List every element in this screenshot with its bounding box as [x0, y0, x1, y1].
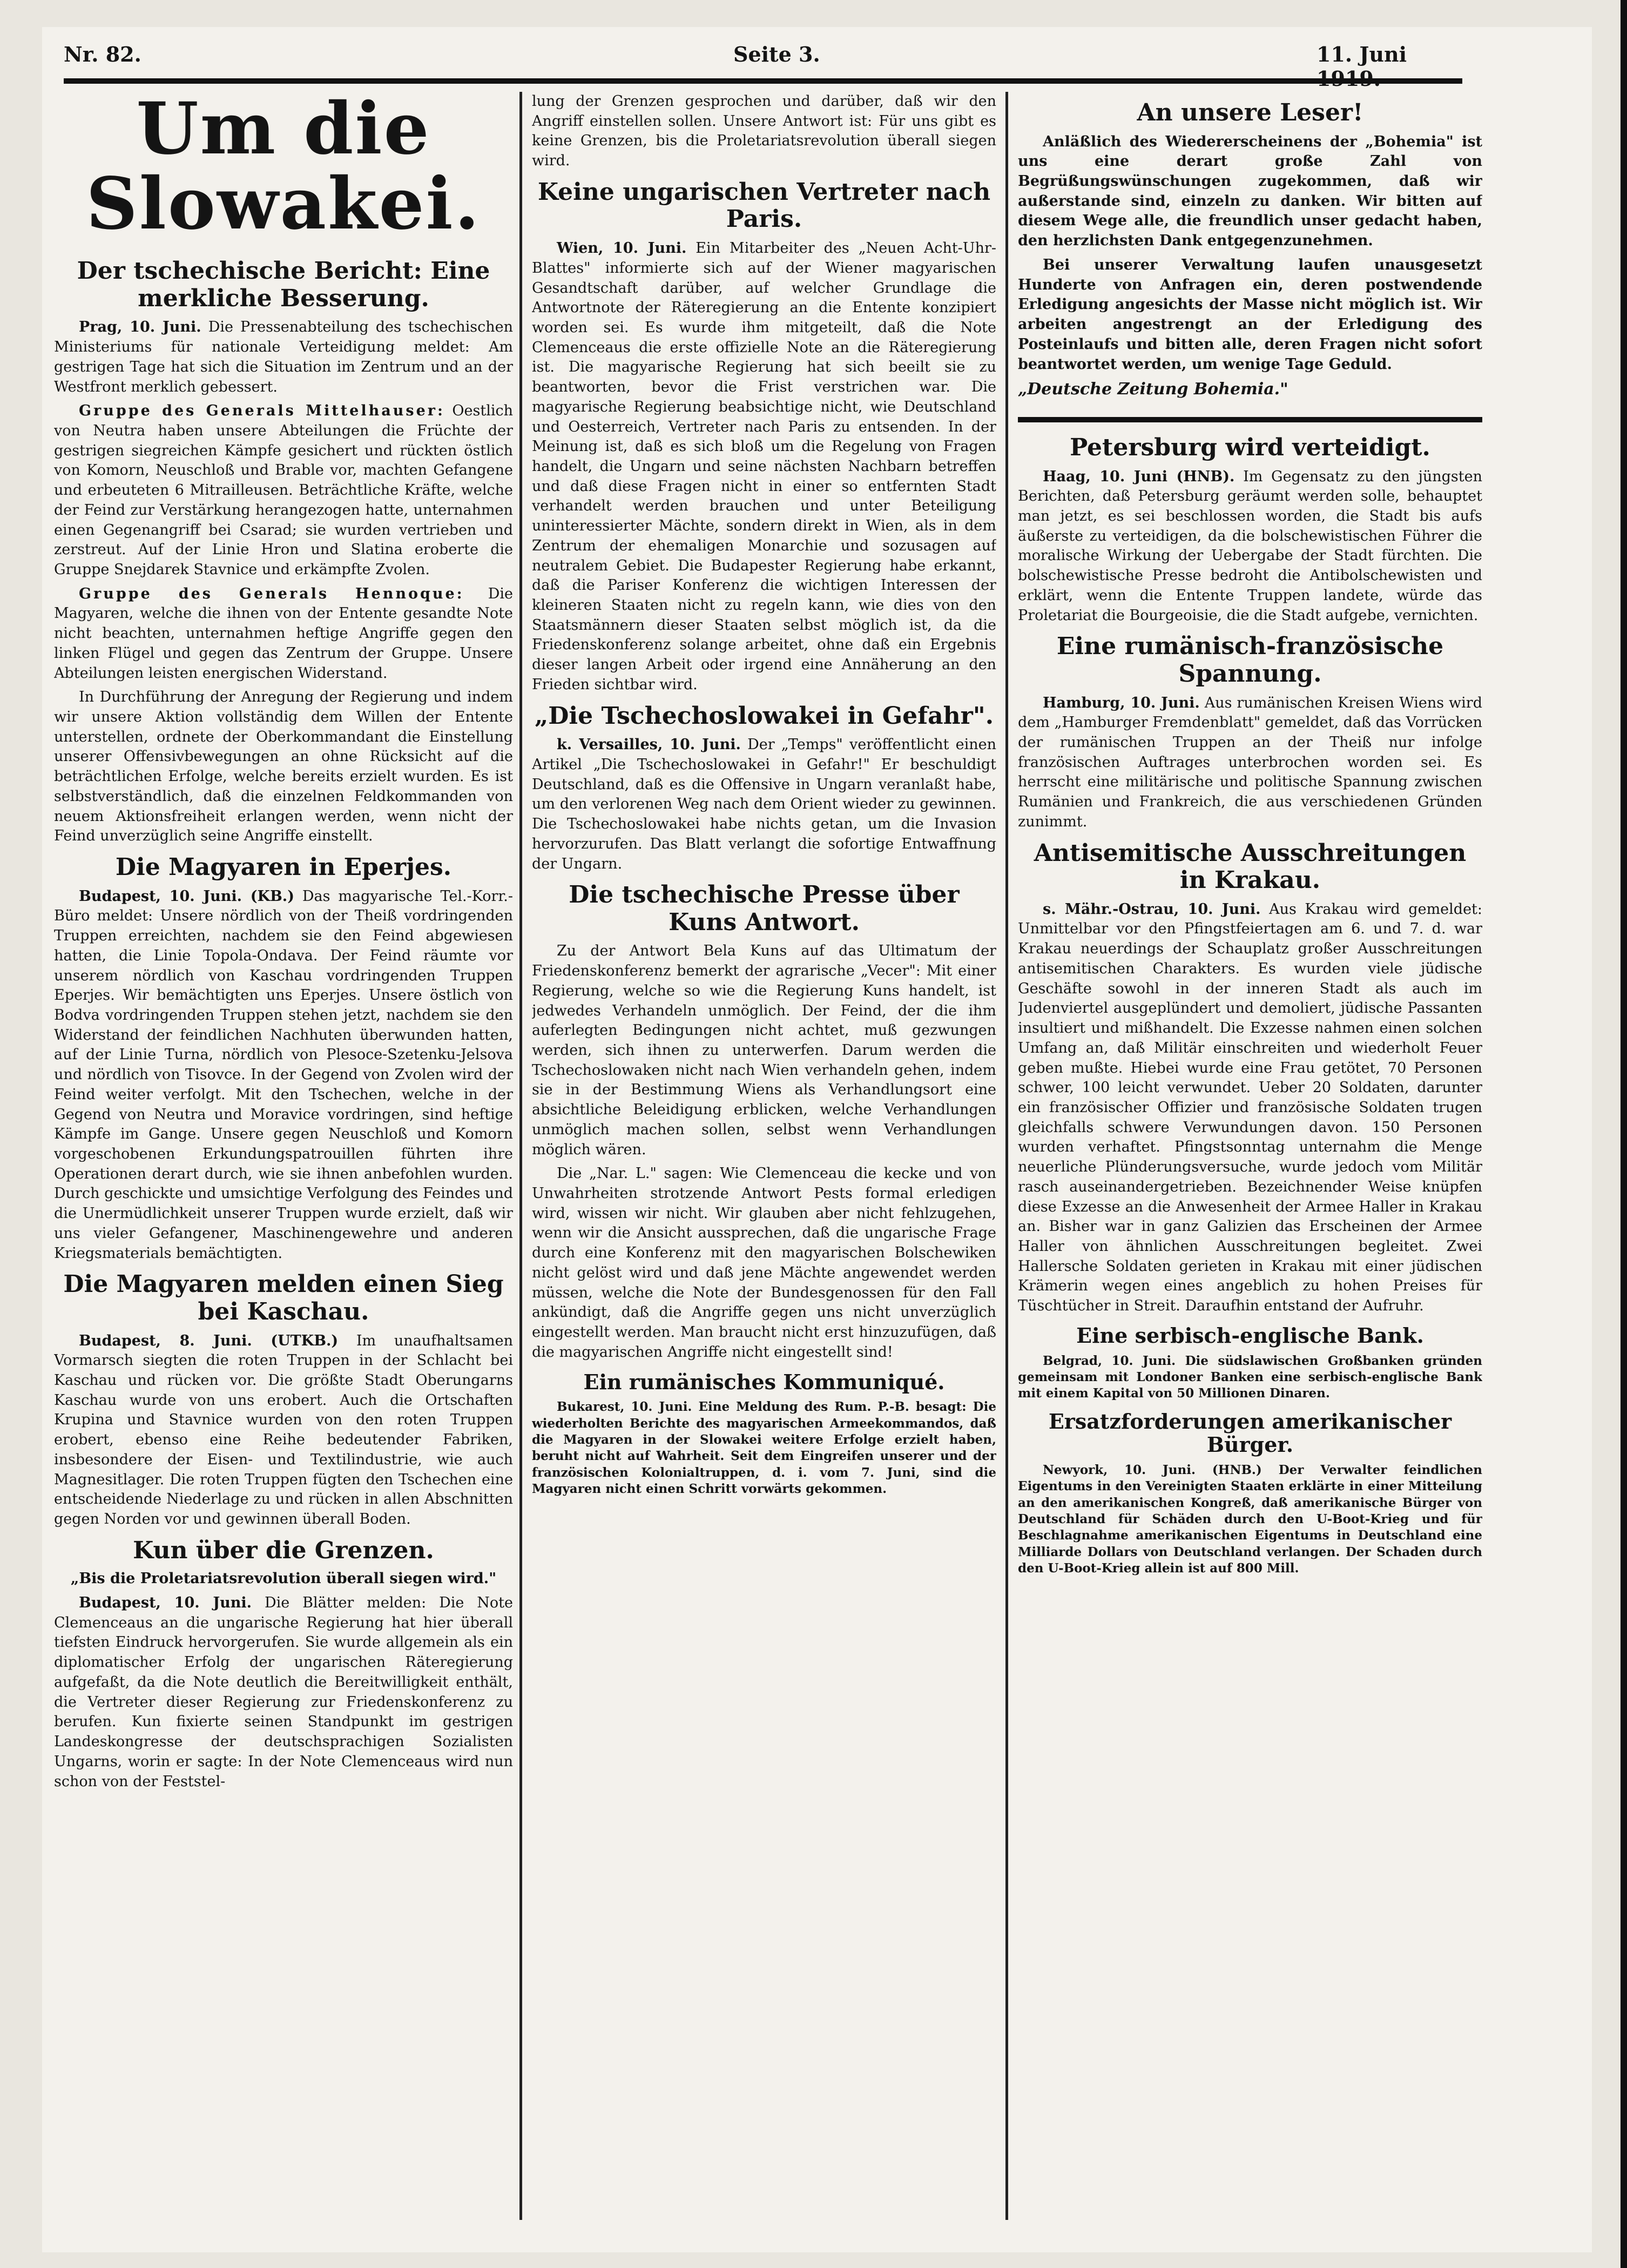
dateline: Budapest, 10. Juni. [79, 1594, 252, 1612]
article-title: Die Magyaren melden einen Sieg bei Kaschau. [63, 1270, 504, 1325]
article-paragraph: k. Versailles, 10. Juni. Der „Temps" veröffentlicht einen Artikel „Die Tschechoslowakei in Gefahr!" Er beschuldigt Deutschland, daß es die Offensive in Ungarn veranlaßt habe, um den verlorenen Weg nach dem Orient wieder zu gewinnen. Die Tschechoslowakei habe nichts getan, um die Invasion hervorzurufen. Das Blatt verlangt die sofortige Entwaffnung der Ungarn. [532, 736, 996, 872]
issue-number: Nr. 82. [64, 42, 141, 66]
page-headline: Um die Slowakei. [86, 92, 481, 246]
dateline: Newyork, 10. Juni. (HNB.) [1043, 1463, 1262, 1477]
notice-paragraph: Bei unserer Verwaltung laufen unausgesetzt Hunderte von Anfragen ein, deren postwendende Erledigung angesichts der Masse nicht möglich ist. Wir arbeiten angestrengt an der Erledigung des Posteinlaufs und bitten alle, deren Fragen nicht sofort beantwortet werden, um wenige Tage Geduld. [1018, 256, 1482, 373]
article-title: Eine serbisch-englische Bank. [1076, 1323, 1424, 1348]
article-continuation: lung der Grenzen gesprochen und darüber, daß wir den Angriff einstellen sollen. Unsere Antwort ist: Für uns gibt es keine Grenzen, bis die Proletariatsrevolution überall siegen wird. [532, 93, 996, 170]
article-paragraph: Belgrad, 10. Juni. Die südslawischen Großbanken gründen gemeinsam mit Londoner Banken eine serbisch-englische Bank mit einem Kapital von 50 Millionen Dinaren. [1018, 1353, 1482, 1401]
dateline: s. Mähr.-Ostrau, 10. Juni. [1043, 900, 1261, 918]
article-paragraph: Gruppe des Generals Mittelhauser: Oestlich von Neutra haben unsere Abteilungen die Früchte der gestrigen siegreichen Kämpfe gesichert und rückten östlich von Komorn, Neuschloß und Brable vor, machten Gefangene und erbeuteten 6 Mitrailleusen. Beträchtliche Kräfte, welche der Feind zur Verstärkung herangezogen hatte, unternahmen einen Gegenangriff bei Csarad; sie wurden vertrieben und zerstreut. Auf der Linie Hron und Slatina eroberte die Gruppe Snejdarek Stavnice und erkämpfte Zvolen. [54, 402, 513, 578]
article-title: Die Magyaren in Eperjes. [115, 853, 452, 881]
column-1 [54, 92, 513, 2257]
page-header [64, 42, 1468, 75]
article-paragraph: Gruppe des Generals Hennoque: Die Magyaren, welche die ihnen von der Entente gesandte Note nicht beachten, unternahmen heftige Angriffe gegen den linken Flügel und gegen das Zentrum der Gruppe. Unsere Abteilungen leisten energischen Widerstand. [54, 585, 513, 682]
dateline: Gruppe des Generals Hennoque: [79, 585, 464, 602]
scan-edge [1621, 0, 1627, 2268]
article-paragraph: Bukarest, 10. Juni. Eine Meldung des Rum. P.-B. besagt: Die wiederholten Berichte des magyarischen Armeekommandos, daß die Magyaren in der Slowakei weitere Erfolge erzielt haben, beruht nicht auf Wahrheit. Seit dem Eingreifen unserer und der französischen Kolonialtruppen, d. i. vom 7. Juni, sind die Magyaren nicht einen Schritt vorwärts gekommen. [532, 1399, 996, 1496]
header-rule [64, 78, 1462, 84]
dateline: Wien, 10. Juni. [557, 240, 687, 257]
column-2 [532, 92, 996, 2257]
article-paragraph: Budapest, 8. Juni. (UTKB.) Im unaufhaltsamen Vormarsch siegten die roten Truppen in der Schlacht bei Kaschau und rücken vor. Die größte Stadt Oberungarns Kaschau wurde von uns erobert. Auch die Ortschaften Krupina und Stavnice wurden von den roten Truppen erobert, ebenso eine Reihe bedeutender Fabriken, insbesondere der Eisen- und Textilindustrie, wie auch Magnesitlager. Die roten Truppen fügten den Tschechen eine entscheidende Niederlage zu und rücken in allen Abschnitten gegen Norden vor und gewinnen überall Boden. [54, 1332, 513, 1527]
article-paragraph: Die „Nar. L." sagen: Wie Clemenceau die kecke und von Unwahrheiten strotzende Antwort Pests formal erledigen wird, wissen wir nicht. Wir glauben aber nicht fehlzugehen, wenn wir die Ansicht aussprechen, daß die ungarische Frage durch eine Konferenz mit den magyarischen Bolschewiken nicht gelöst wird und daß jene Mächte angewendet werden müssen, welche die Note der Bundesgenossen für den Fall ankündigt, daß die Angriffe gegen uns nicht unverzüglich eingestellt werden. Man braucht nicht erst hinzuzufügen, daß die magyarischen Angriffe nicht eingestellt sind! [532, 1165, 996, 1361]
page-number: Seite 3. [733, 42, 820, 66]
notice-box [1018, 99, 1482, 422]
article-paragraph: Hamburg, 10. Juni. Aus rumänischen Kreisen Wiens wird dem „Hamburger Fremdenblatt" gemeldet, daß das Vorrücken der rumänischen Truppen an der Theiß nur infolge französischen Auftrages unterbrochen worden sei. Es herrscht eine militärische und politische Spannung zwischen Rumänien und Frankreich, die aus verschiedenen Gründen zunimmt. [1018, 694, 1482, 830]
article-title: Kun über die Grenzen. [133, 1536, 434, 1564]
dateline: Budapest, 8. Juni. (UTKB.) [79, 1332, 339, 1349]
small-print [532, 1399, 996, 1497]
article-subtitle: „Bis die Proletariatsrevolution überall siegen wird." [70, 1570, 497, 1587]
notice-title: An unsere Leser! [1137, 99, 1363, 126]
dateline: k. Versailles, 10. Juni. [557, 736, 741, 753]
dateline: Bukarest, 10. Juni. [557, 1399, 692, 1415]
dateline: Prag, 10. Juni. [79, 319, 201, 336]
article-title: Die tschechische Presse über Kuns Antwort. [569, 881, 960, 936]
notice-signature: „Deutsche Zeitung Bohemia." [1018, 380, 1288, 399]
issue-date: 11. Juni [1317, 42, 1407, 66]
dateline: Haag, 10. Juni (HNB). [1043, 468, 1235, 485]
small-print [1018, 1462, 1482, 1577]
article-paragraph: Haag, 10. Juni (HNB). Im Gegensatz zu den jüngsten Berichten, daß Petersburg geräumt werden solle, behauptet man jetzt, es sei beschlossen worden, die Stadt bis aufs äußerste zu verteidigen, da die bolschewistischen Führer die moralische Wirkung der Uebergabe der Stadt fürchten. Die bolschewistische Presse bedroht die Antibolschewisten und erklärt, wenn die Entente Truppen landete, würde das Proletariat die Bourgeoisie, die die Stadt aufgebe, vernichten. [1018, 468, 1482, 624]
article-title: Antisemitische Ausschreitungen in Krakau. [1034, 839, 1467, 894]
dateline: Hamburg, 10. Juni. [1043, 694, 1200, 711]
column-divider [519, 92, 522, 2220]
article-title: Eine rumänisch-französische Spannung. [1056, 632, 1444, 688]
article-paragraph: Budapest, 10. Juni. (KB.) Das magyarische Tel.-Korr.-Büro meldet: Unsere nördlich von der Theiß vordringenden Truppen erreichten, nachdem sie den Feind abgewiesen hatten, die Linie Topola-Ondava. Der Feind räumte vor unserem nördlich von Kaschau vordringenden Truppen Eperjes. Wir bemächtigten uns Eperjes. Unsere östlich von Bodva vordringenden Truppen stehen jetzt, nachdem sie den Widerstand der feindlichen Nachhuten überwunden hatten, auf der Linie Turna, nördlich von Plesoce-Szetenku-Jelsova und nördlich von Tisovce. In der Gegend von Zvolen wird der Feind weiter verfolgt. Mit den Tschechen, welche in der Gegend von Neutra und Moravice vordringen, sind heftige Kämpfe im Gange. Unsere gegen Neuschloß und Komorn vorgeschobenen Erkundungspatrouillen führten ihre Operationen derart durch, wie sie ihnen anbefohlen wurden. Durch geschickte und umsichtige Verfolgung des Feindes und die Unermüdlichkeit unserer Truppen wurde erzielt, daß wir uns vieler Gefangener, Maschinengewehre und anderen Kriegsmaterials bemächtigten. [54, 887, 513, 1262]
article-title: Petersburg wird verteidigt. [1070, 434, 1430, 462]
article-title: Keine ungarischen Vertreter nach Paris. [537, 178, 991, 233]
article-paragraph: Wien, 10. Juni. Ein Mitarbeiter des „Neuen Acht-Uhr-Blattes" informierte sich auf der Wiener magyarischen Gesandtschaft darüber, auf welcher Grundlage die Antwortnote der Räteregierung an die Entente konzipiert worden sei. Es wurde ihm mitgeteilt, daß die Note Clemenceaus die erste offizielle Note an die Räteregierung ist. Die magyarische Regierung hat sich beeilt sie zu beantworten, bevor die Frist verstrichen war. Die magyarische Regierung beabsichtige nicht, wie Deutschland und Oesterreich, Vertreter nach Paris zu entsenden. In der Meinung ist, daß es sich bloß um die Regelung von Fragen handelt, die Ungarn und seine nächsten Nachbarn betreffen und daß diese Fragen nicht in einer so entfernten Stadt verhandelt werden brauchen und unter Beteiligung uninteressierter Mächte, sondern direkt in Wien, als in dem Zentrum der ehemaligen Monarchie und sozusagen auf neutralem Gebiet. Die Budapester Regierung habe erkannt, daß die Pariser Konferenz die wichtigen Interessen der kleineren Staaten nicht zu regeln kann, wie dies von den Staatsmännern dieser Staaten selbst möglich ist, da die Friedenskonferenz solange arbeitet, ohne daß ein Ergebnis dieser langen Arbeit oder irgend eine Annäherung an den Frieden sichtbar wird. [532, 240, 996, 693]
article-paragraph: In Durchführung der Anregung der Regierung und indem wir unsere Aktion vollständig dem Willen der Entente unterstellen, ordnete der Oberkommandant die Einstellung unserer Offensivbewegungen an ohne Rücksicht auf die beträchtlichen Erfolge, welche bereits erzielt wurden. Es ist selbstverständlich, daß die einzelnen Feldkommanden von neuem Aktionsfreiheit erlangen werden, wenn nicht der Feind unverzüglich seine Angriffe einstellt. [54, 689, 513, 845]
dateline: Budapest, 10. Juni. (KB.) [79, 887, 294, 905]
dateline: Gruppe des Generals Mittelhauser: [79, 402, 445, 420]
notice-paragraph: Anläßlich des Wiedererscheinens der „Bohemia" ist uns eine derart große Zahl von Begrüßungswünschungen zugekommen, daß wir außerstande sind, einzeln zu danken. Wir bitten auf diesem Wege alle, die freundlich unser gedacht haben, den herzlichsten Dank entgegenzunehmen. [1018, 133, 1482, 250]
dateline: Belgrad, 10. Juni. [1043, 1353, 1176, 1368]
column-divider [1005, 92, 1008, 2220]
article-title: Ersatzforderungen amerikanischer Bürger. [1048, 1409, 1452, 1457]
article-paragraph: Budapest, 10. Juni. Die Blätter melden: Die Note Clemenceaus an die ungarische Regierung hat hier überall tiefsten Eindruck hervorgerufen. Sie wurde allgemein als ein diplomatischer Erfolg der ungarischen Räteregierung aufgefaßt, da die Note deutlich die Bereitwilligkeit enthält, die Vertreter dieser Regierung zur Friedenskonferenz zu berufen. Kun fixierte seinen Standpunkt im gestrigen Landeskongresse der deutschsprachigen Sozialisten Ungarns, worin er sagte: In der Note Clemenceaus wird nun schon von der Feststel- [54, 1594, 513, 1790]
article-title: Ein rumänisches Kommuniqué. [583, 1369, 945, 1394]
article-paragraph: Prag, 10. Juni. Die Pressenabteilung des tschechischen Ministeriums für nationale Verteidigung meldet: Am gestrigen Tage hat sich die Situation im Zentrum und an der Westfront merklich gebessert. [54, 319, 513, 395]
small-print [1018, 1353, 1482, 1402]
article-paragraph: Zu der Antwort Bela Kuns auf das Ultimatum der Friedenskonferenz bemerkt der agrarische „Vecer": Mit einer Regierung, welche so wie die Regierung Kuns handelt, ist jedwedes Verhandeln unmöglich. Der Feind, der die ihm auferlegten Bedingungen nicht achtet, muß gezwungen werden, sich ihnen zu unterwerfen. Darum werden die Tschechoslowaken nicht nach Wien verhandeln gehen, indem sie in der Bestimmung Wiens als Verhandlungsort eine absichtliche Beleidigung erblicken, welche Verhandlungen unmöglich machen sollen, selbst wenn Verhandlungen möglich wären. [532, 943, 996, 1158]
article-title: Der tschechische Bericht: Eine merkliche Besserung. [77, 257, 490, 312]
column-3 [1018, 92, 1482, 2257]
article-paragraph: Newyork, 10. Juni. (HNB.) Der Verwalter feindlichen Eigentums in den Vereinigten Staaten erklärte in einer Mitteilung an den amerikanischen Kongreß, daß amerikanische Bürger von Deutschland für Schäden durch den U-Boot-Krieg und für Beschlagnahme amerikanischen Eigentums in Deutschland eine Milliarde Dollars von Deutschland verlangen. Der Schaden durch den U-Boot-Krieg allein ist auf 800 Mill. [1018, 1463, 1482, 1576]
article-paragraph: s. Mähr.-Ostrau, 10. Juni. Aus Krakau wird gemeldet: Unmittelbar vor den Pfingstfeiertagen am 6. und 7. d. war Krakau neuerdings der Schauplatz großer Ausschreitungen antisemitischen Charakters. Es wurden viele jüdische Geschäfte sowohl in der inneren Stadt als auch im Judenviertel ausgeplündert und demoliert, jüdische Passanten insultiert und mißhandelt. Die Exzesse nahmen einen solchen Umfang an, daß Militär einschreiten und wiederholt Feuer geben mußte. Hiebei wurde eine Frau getötet, 70 Personen schwer, 100 leicht verwundet. Ueber 20 Soldaten, darunter ein französischer Offizier und französische Soldaten trugen gleichfalls schwere Verwundungen davon. 150 Personen wurden verhaftet. Pfingstsonntag unternahm die Menge neuerliche Plünderungsversuche, wurde jedoch vom Militär rasch auseinandergetrieben. Bezeichnender Weise knüpfen diese Exzesse an die Anwesenheit der Armee Haller in Krakau an. Bisher war in ganz Galizien das Erscheinen der Armee Haller von ähnlichen Ausschreitungen begleitet. Zwei Hallersche Soldaten gerieten in Krakau mit einer jüdischen Krämerin wegen eines angeblich zu hohen Preises für Tüschtücher in Streit. Daraufhin entstand der Aufruhr. [1018, 900, 1482, 1315]
article-title: „Die Tschechoslowakei in Gefahr". [534, 702, 994, 730]
